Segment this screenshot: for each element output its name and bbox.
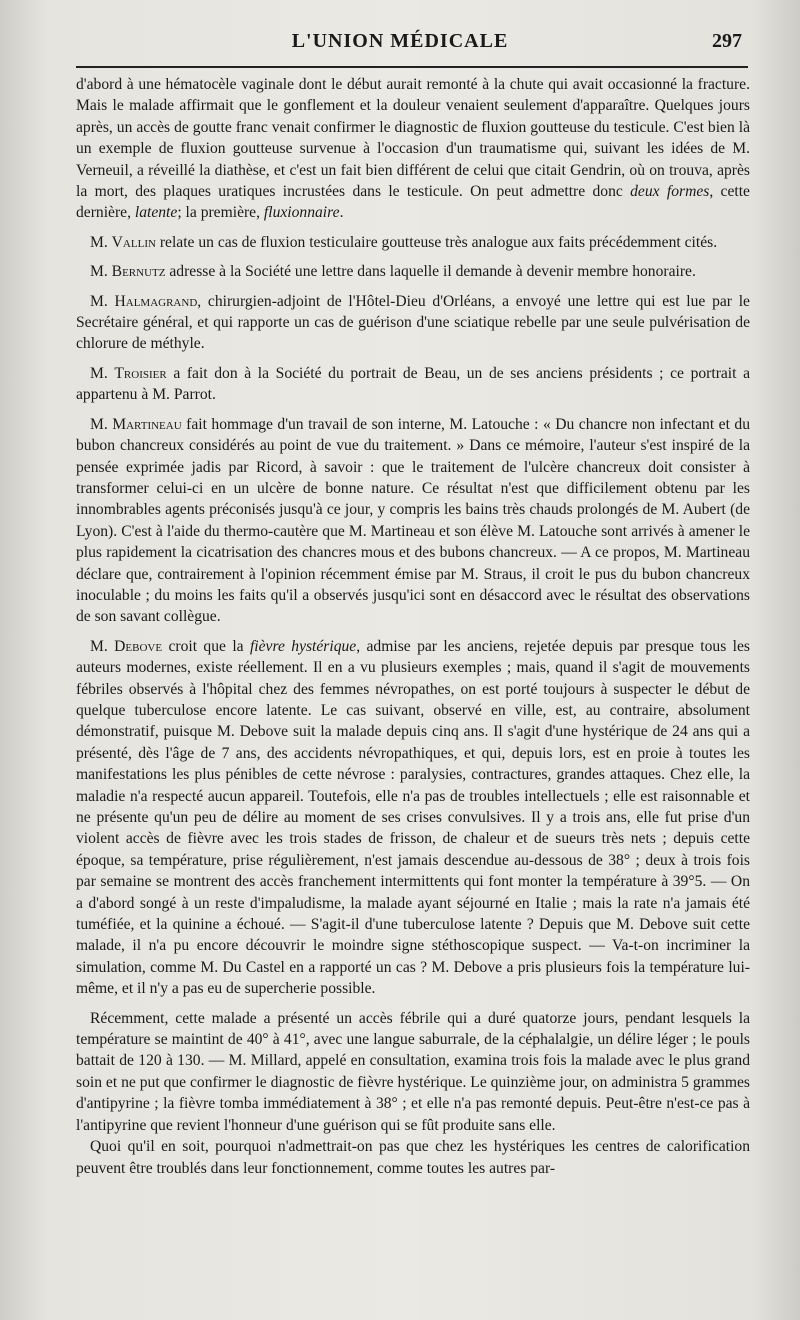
- paragraph: d'abord à une hématocèle vaginale dont le début aurait remonté à la chute qui avait occasionné la fracture. Mais le malade affirmait que le gonflement et la douleur venaient seulement d'apparaître. Quelques jours après, un accès de goutte franc venait confirmer le diagnostic de fluxion goutteuse du testicule. C'est bien là un exemple de fluxion goutteuse survenue à l'occasion d'un traumatisme qui, suivant les idées de M. Verneuil, a réveillé la diathèse, et c'est un fait bien différent de celui que citait Gendrin, où on trouva, après la mort, des plaques uratiques incrustées dans le testicule. On peut admettre donc deux formes, cette dernière, latente; la première, fluxionnaire.: [76, 76, 750, 222]
- paragraph: M. Debove croit que la fièvre hystérique, admise par les anciens, rejetée depuis par presque tous les auteurs modernes, existe réellement. Il en a vu plusieurs exemples ; mais, quand il s'agit de mouvements fébriles observés à l'hôpital chez des femmes névropathes, on est porté toujours à suspecter le début de quelque tuberculose encore latente. Le cas suivant, observé en ville, est, au contraire, absolument démonstratif, puisque M. Debove suit la malade depuis cinq ans. Il s'agit d'une hystérique de 24 ans qui a présenté, dès l'âge de 7 ans, des accidents névropathiques, et qui, depuis lors, est en proie à toutes les manifestations les plus pénibles de cette névrose : paralysies, contractures, grandes attaques. Chez elle, la maladie n'a respecté aucun appareil. Toutefois, elle n'a pas de troubles intellectuels ; elle est raisonnable et ne présente qu'un peu de délire au moment de ses crises convulsives. Il y a trois ans, elle fut prise d'un violent accès de fièvre avec les trois stades de frisson, de chaleur et de sueurs très nets ; depuis cette époque, sa température, prise régulièrement, n'est jamais descendue au-dessous de 38° ; deux à trois fois par semaine se montrent des accès franchement intermittents qui font monter la température à 39°5. — On a d'abord songé à un reste d'impaludisme, la malade ayant séjourné en Italie ; mais la rate n'a jamais été tuméfiée, et la quinine a échoué. — S'agit-il d'une tuberculose latente ? Depuis que M. Debove suit cette malade, il n'a pu encore découvrir le moindre signe stéthoscopique suspect. — Va-t-on incriminer la simulation, comme M. Du Castel en a rapporté un cas ? M. Debove a pris plusieurs fois la température lui-même, et il n'y a pas eu de supercherie possible.: [76, 637, 750, 998]
- person-name: Vallin: [111, 233, 156, 251]
- paragraph: M. Bernutz adresse à la Société une lettre dans laquelle il demande à devenir membre honoraire.: [90, 263, 696, 281]
- paragraph: M. Vallin relate un cas de fluxion testiculaire goutteuse très analogue aux faits précédemment cités.: [90, 233, 718, 251]
- person-name: Bernutz: [111, 263, 166, 281]
- page-header: [0, 30, 800, 60]
- person-name: Martineau: [112, 415, 182, 433]
- person-name: Debove: [114, 637, 163, 655]
- running-title: L'UNION MÉDICALE: [291, 30, 509, 52]
- paragraph: M. Martineau fait hommage d'un travail de son interne, M. Latouche : « Du chancre non infectant et du bubon chancreux considérés au point de vue du traitement. » Dans ce mémoire, l'auteur s'est inspiré de la pensée exprimée jadis par Ricord, à savoir : que le traitement de l'ulcère chancreux doit consister à transformer celui-ci en un ulcère de bonne nature. Ce résultat n'est que difficilement obtenu par les innombrables agents préconisés jusqu'à ce jour, y compris les bains très chauds prolongés de M. Aubert (de Lyon). C'est à l'aide du thermo-cautère que M. Martineau et son élève M. Latouche sont arrivés à amener le plus rapidement la cicatrisation des chancres mous et des bubons chancreux. — A ce propos, M. Martineau déclare que, contrairement à l'opinion récemment émise par M. Straus, il croit le pus du bubon chancreux inoculable ; du moins les faits qu'il a observés jusqu'ici sont en désaccord avec le résultat des observations de son savant collègue.: [76, 415, 750, 626]
- paragraph: Quoi qu'il en soit, pourquoi n'admettrait-on pas que chez les hystériques les centres de calorification peuvent être troublés dans leur fonctionnement, comme toutes les autres par-: [76, 1138, 750, 1177]
- person-name: Halmagrand: [114, 292, 198, 310]
- paragraph: M. Troisier a fait don à la Société du portrait de Beau, un de ses anciens présidents ; ce portrait a appartenu à M. Parrot.: [76, 364, 751, 404]
- article-body: [76, 74, 750, 1187]
- page-number: 297: [712, 30, 742, 52]
- paragraph: M. Halmagrand, chirurgien-adjoint de l'Hôtel-Dieu d'Orléans, a envoyé une lettre qui est lue par le Secrétaire général, et qui rapporte un cas de guérison d'une sciatique rebelle par une seule pulvérisation de chlorure de méthyle.: [76, 292, 750, 353]
- paragraph: Récemment, cette malade a présenté un accès fébrile qui a duré quatorze jours, pendant lesquels la température se maintint de 40° à 41°, avec une langue saburrale, de la céphalalgie, un délire léger ; le pouls battait de 120 à 130. — M. Millard, appelé en consultation, examina trois fois la malade avec le plus grand soin et ne put que confirmer le diagnostic de fièvre hystérique. Le quinzième jour, on administra 5 grammes d'antipyrine ; la fièvre tomba immédiatement à 38° ; et elle n'a pas remonté depuis. Peut-être n'est-ce pas à l'antipyrine que revient l'honneur d'une guérison qui se fût produite sans elle.: [76, 1009, 750, 1134]
- header-rule: [76, 66, 748, 68]
- person-name: Troisier: [114, 364, 167, 382]
